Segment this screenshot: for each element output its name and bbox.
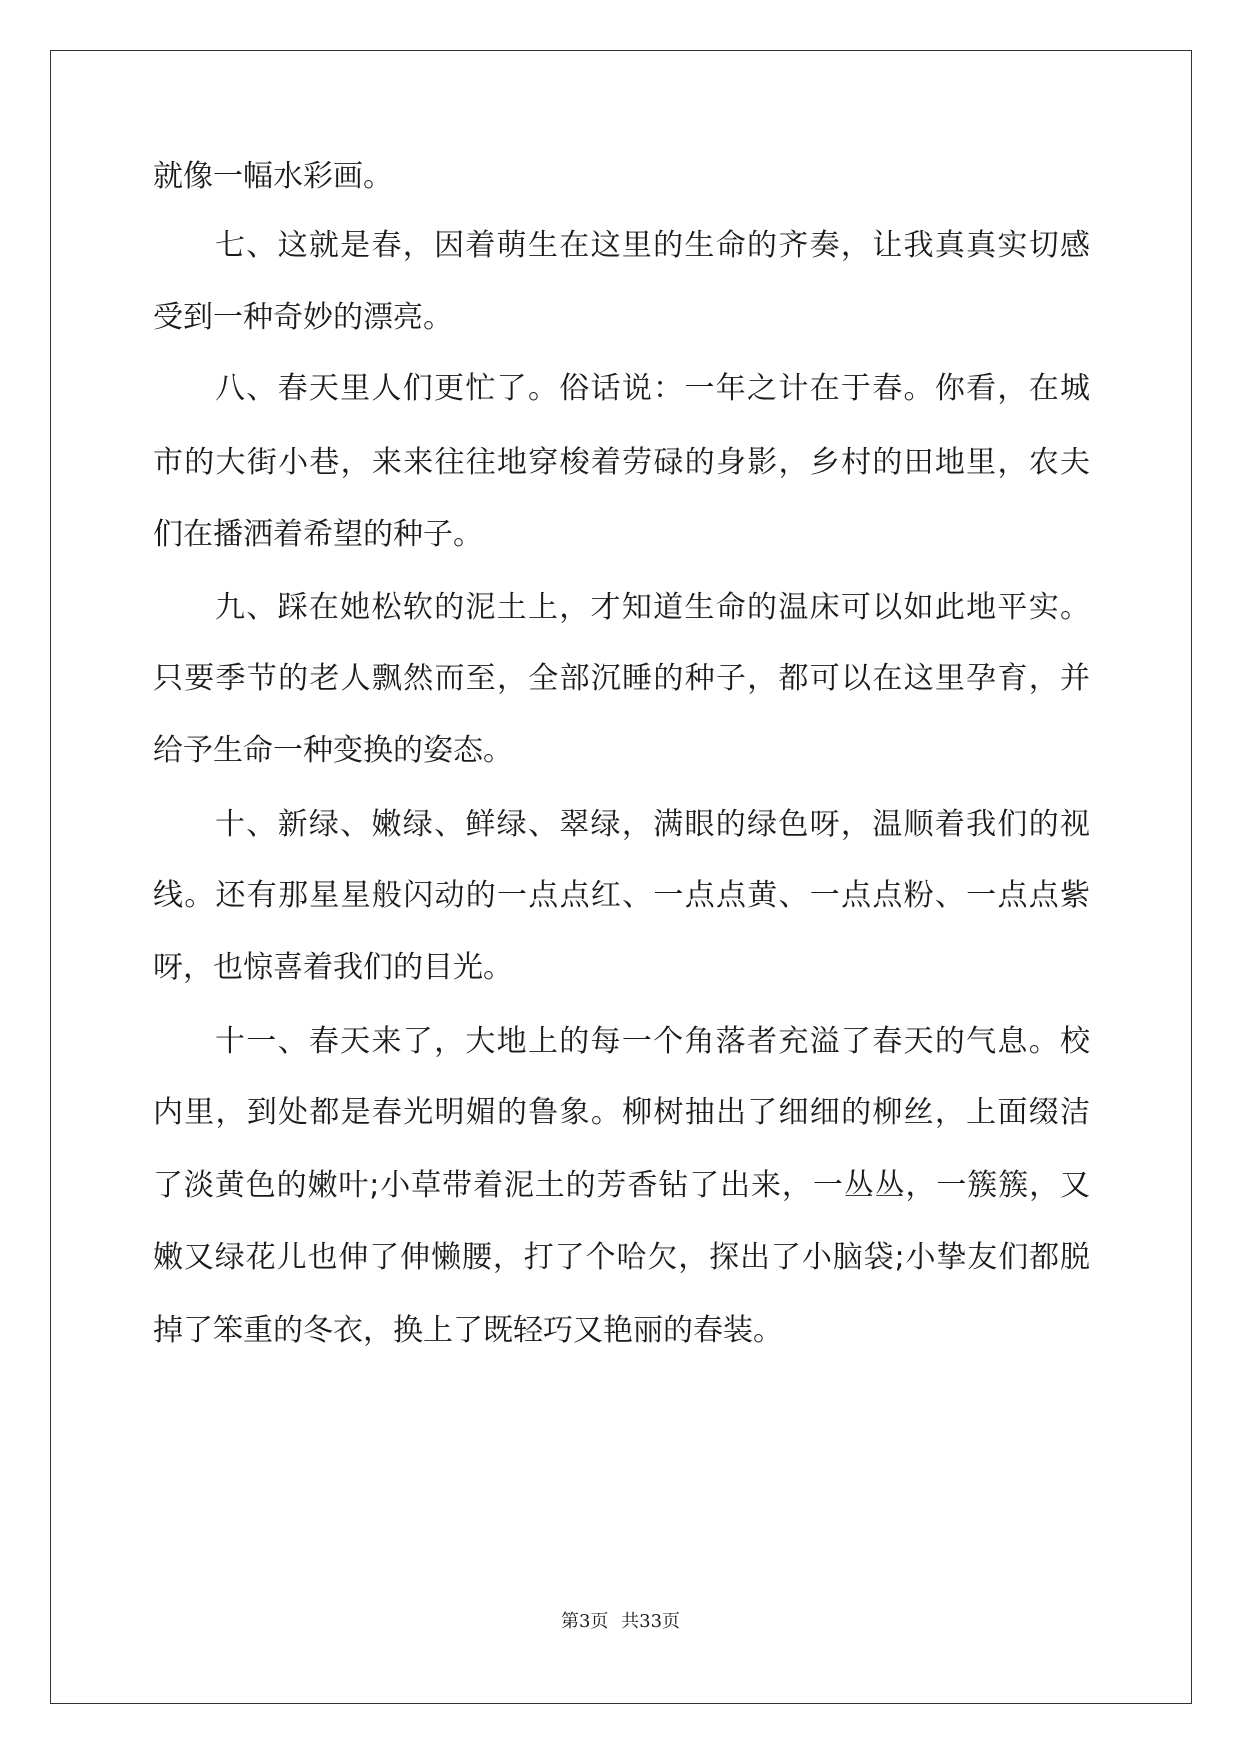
text-line: 嫩又绿花儿也伸了伸懒腰，打了个哈欠，探出了小脑袋;小挚友们都脱 (153, 1240, 1090, 1275)
text-line: 线。还有那星星般闪动的一点点红、一点点黄、一点点粉、一点点紫 (153, 878, 1090, 913)
text-line: 了淡黄色的嫩叶;小草带着泥土的芳香钻了出来，一丛丛，一簇簇，又 (153, 1168, 1090, 1203)
text-line: 市的大街小巷，来来往往地穿梭着劳碌的身影，乡村的田地里，农夫 (153, 445, 1090, 480)
text-line: 十一、春天来了，大地上的每一个角落者充溢了春天的气息。校 (215, 1024, 1090, 1059)
text-line: 内里，到处都是春光明媚的鲁象。柳树抽出了细细的柳丝，上面缀洁 (153, 1095, 1090, 1130)
text-line: 们在播洒着希望的种子。 (153, 517, 483, 552)
text-line: 掉了笨重的冬衣，换上了既轻巧又艳丽的春装。 (153, 1313, 783, 1348)
page-footer (0, 1611, 1241, 1633)
text-line: 七、这就是春，因着萌生在这里的生命的齐奏，让我真真实切感 (215, 228, 1090, 263)
text-line: 八、春天里人们更忙了。俗话说：一年之计在于春。你看，在城 (215, 371, 1090, 406)
text-line: 九、踩在她松软的泥土上，才知道生命的温床可以如此地平实。 (215, 590, 1090, 625)
text-line: 受到一种奇妙的漂亮。 (153, 300, 453, 335)
text-line: 十、新绿、嫩绿、鲜绿、翠绿，满眼的绿色呀，温顺着我们的视 (215, 807, 1090, 842)
text-line: 就像一幅水彩画。 (153, 159, 393, 194)
text-line: 呀，也惊喜着我们的目光。 (153, 950, 513, 985)
page-total: 共33页 (621, 1611, 681, 1632)
text-line: 只要季节的老人飘然而至，全部沉睡的种子，都可以在这里孕育，并 (153, 661, 1090, 696)
text-line: 给予生命一种变换的姿态。 (153, 733, 513, 768)
page-number: 第3页 (560, 1611, 609, 1632)
